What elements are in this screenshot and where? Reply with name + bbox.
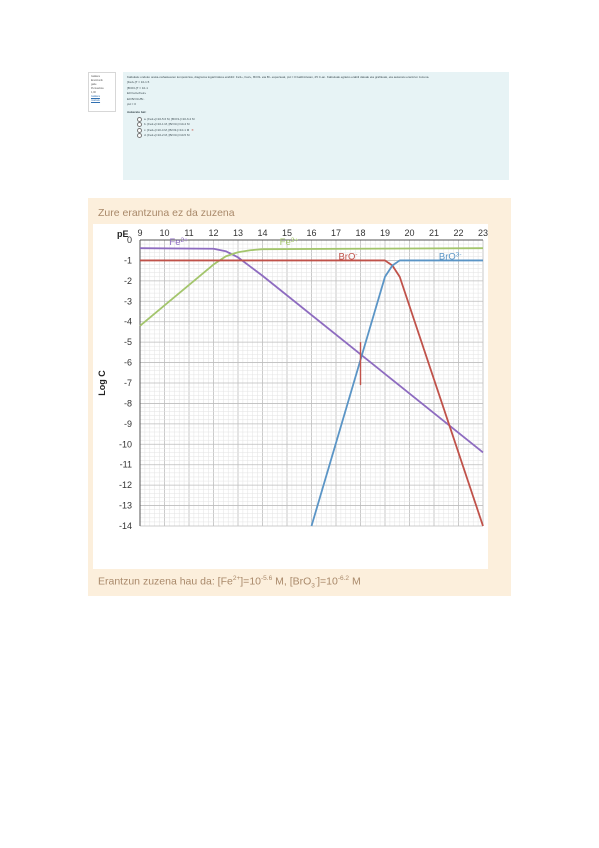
x-tick-label: 21	[428, 228, 440, 238]
y-tick-label: -10	[118, 439, 132, 450]
answer-charge-1: 2+	[232, 575, 241, 582]
correct-answer-text	[98, 575, 361, 590]
y-tick-label: -8	[123, 398, 132, 409]
x-tick-label: 10	[159, 228, 170, 238]
y-tick-label: -1	[123, 255, 132, 266]
y-tick-label: -4	[123, 316, 132, 327]
answer-option-label: a. [Fe2+]=10-5.6 M, [BrO3-]=10-6.2 M	[144, 116, 195, 121]
answer-mid-3: ]=10	[317, 575, 338, 588]
x-tick-label: 23	[477, 228, 488, 238]
y-tick-label: -13	[118, 500, 132, 511]
series-line-bro3	[312, 260, 484, 526]
question-text-panel	[123, 72, 509, 180]
choose-label: Aukeratu bat:	[127, 110, 147, 115]
question-text: Kalkulatu ondoko oreka-nahastearen konposizioa, diagrama logaritmikoa erabiliz: Fe3+, Fe2+, BrO3- eta Br- espezieak, pH = 0 baldintzetan, 25 C-an. Kalkuluak egiteko erabili datuak eta grafikoak, eta aukeratu erantzun zuzena.	[127, 75, 430, 79]
answer-options	[127, 117, 505, 139]
x-tick-label: 11	[184, 228, 194, 238]
answer-option[interactable]	[137, 133, 505, 138]
x-tick-label: 9	[137, 228, 143, 238]
x-tick-label: 15	[281, 228, 293, 238]
y-tick-label: -3	[123, 296, 132, 307]
x-tick-label: 14	[257, 228, 268, 238]
chart-svg	[93, 224, 488, 569]
x-tick-label: 16	[306, 228, 317, 238]
y-tick-label: -11	[119, 459, 132, 470]
y-tick-label: -12	[118, 480, 132, 491]
question-nav-label: Galdera	[91, 75, 100, 78]
y-tick-label: -6	[123, 357, 132, 368]
feedback-panel	[88, 198, 511, 596]
x-tick-label: 17	[330, 228, 342, 238]
y-tick-label: -5	[123, 337, 132, 348]
log-diagram-chart	[93, 224, 488, 569]
radio-button[interactable]	[137, 133, 142, 138]
x-tick-label: 19	[379, 228, 391, 238]
y-tick-label: 0	[126, 235, 132, 245]
radio-button[interactable]	[137, 128, 142, 133]
x-tick-label: 20	[404, 228, 415, 238]
data-line: E0 Fe3+/Fe2+	[127, 91, 147, 96]
y-tick-label: -7	[123, 378, 132, 388]
wrong-answer-icon: ✕	[191, 127, 194, 132]
answer-mid-1: ]=10	[240, 575, 261, 588]
answer-exponent-1: -5.6	[261, 575, 273, 582]
question-score: 1,00	[91, 91, 96, 94]
series-label: $Fe^{2+}$	[169, 237, 188, 249]
question-status: Erantzunik	[91, 79, 103, 82]
data-line: pH = 0	[127, 102, 136, 107]
answer-suffix: M	[349, 575, 361, 588]
y-tick-label: -2	[123, 275, 132, 286]
flag-question-link[interactable]: Galdera	[91, 95, 100, 98]
question-score-label: Puntuazioa	[91, 87, 104, 90]
feedback-title: Zure erantzuna ez da zuzena	[98, 207, 235, 219]
data-line: [BrO3-]T = 10-1	[127, 85, 148, 90]
answer-mid-2: M, [BrO	[272, 575, 312, 588]
answer-exponent-2: -6.2	[337, 575, 350, 582]
y-tick-label: -14	[118, 521, 132, 531]
flag-question-link-2[interactable]: markatu	[91, 99, 101, 102]
x-axis-title: pE	[117, 229, 129, 239]
data-line: E0 BrO3-/Br-	[127, 96, 145, 101]
answer-subscript: 3	[311, 582, 315, 590]
x-tick-label: 13	[232, 228, 244, 238]
question-status-2: gabe	[91, 83, 97, 86]
y-axis-title: Log C	[97, 370, 107, 396]
answer-prefix: Erantzun zuzena hau da: [Fe	[98, 575, 233, 588]
answer-charge-2: -	[314, 575, 318, 582]
answer-option-label: c. [Fe2+]=10-4 M, [BrO3-]=10-1 M	[144, 127, 190, 132]
series-label: BrO$^{3-}$	[438, 251, 462, 263]
x-tick-label: 22	[453, 228, 464, 238]
x-tick-label: 18	[355, 228, 366, 238]
answer-option-label: d. [Fe2+]=10-2 M, [BrO3-]=10-5 M	[144, 133, 190, 138]
series-label: BrO-	[338, 251, 358, 263]
y-tick-label: -9	[123, 418, 132, 429]
answer-option-label: b. [Fe2+]=10-1 M, [BrO3-]=10-4 M	[144, 122, 190, 127]
series-label: $Fe^{3+}$	[279, 237, 299, 249]
x-tick-label: 12	[208, 228, 219, 238]
data-line: [Fe2+]T = 10-1.5	[127, 80, 150, 85]
question-nav-panel	[88, 72, 116, 112]
